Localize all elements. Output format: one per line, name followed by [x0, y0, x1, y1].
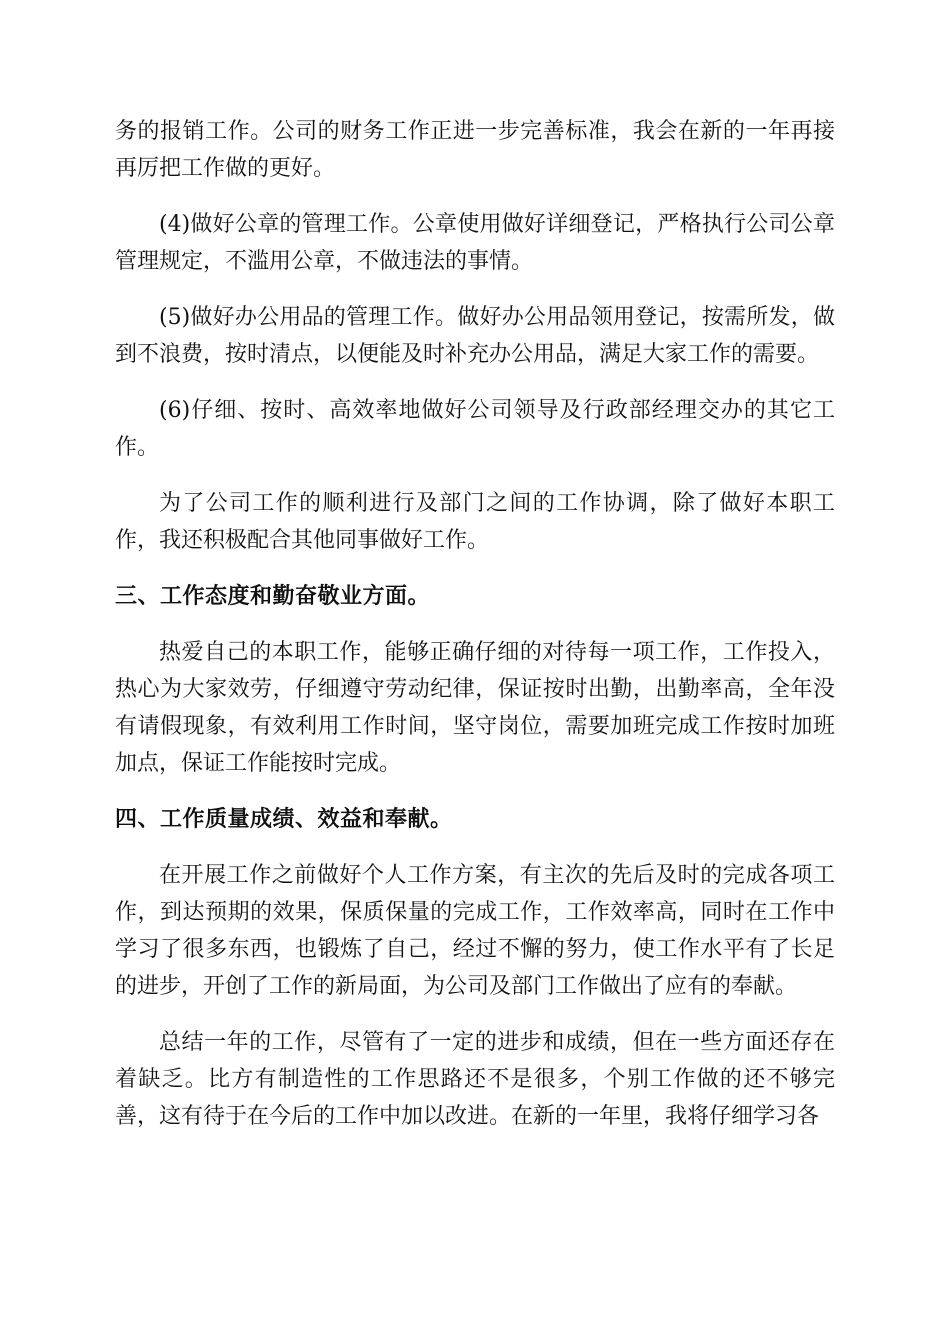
paragraph-reimbursement-continued: 务的报销工作。公司的财务工作正进一步完善标准，我会在新的一年再接再厉把工作做的更好。: [115, 119, 835, 181]
paragraph-year-summary: 总结一年的工作，尽管有了一定的进步和成绩，但在一些方面还存在着缺乏。比方有制造性的工作思路还不是很多，个别工作做的还不够完善，这有待于在今后的工作中加以改进。在新的一年里，我将仔细学习各: [115, 1030, 835, 1129]
paragraph-cooperation: 为了公司工作的顺利进行及部门之间的工作协调，除了做好本职工作，我还积极配合其他同事做好工作。: [115, 491, 835, 553]
paragraph-assigned-tasks: (6)仔细、按时、高效率地做好公司领导及行政部经理交办的其它工作。: [115, 398, 835, 460]
paragraph-office-supplies: (5)做好办公用品的管理工作。做好办公用品领用登记，按需所发，做到不浪费，按时清点，以便能及时补充办公用品，满足大家工作的需要。: [115, 305, 835, 367]
paragraph-work-attitude: 热爱自己的本职工作，能够正确仔细的对待每一项工作，工作投入，热心为大家效劳，仔细遵守劳动纪律，保证按时出勤，出勤率高，全年没有请假现象，有效利用工作时间，坚守岗位，需要加班完成工作按时加班加点，保证工作能按时完成。: [115, 640, 835, 776]
paragraph-seal-management: (4)做好公章的管理工作。公章使用做好详细登记，严格执行公司公章管理规定，不滥用公章，不做违法的事情。: [115, 212, 835, 274]
section-heading-quality: 四、工作质量成绩、效益和奉献。: [115, 807, 453, 832]
paragraph-work-quality: 在开展工作之前做好个人工作方案，有主次的先后及时的完成各项工作，到达预期的效果，保质保量的完成工作，工作效率高，同时在工作中学习了很多东西，也锻炼了自己，经过不懈的努力，使工作水平有了长足的进步，开创了工作的新局面，为公司及部门工作做出了应有的奉献。: [115, 863, 835, 999]
section-heading-attitude: 三、工作态度和勤奋敬业方面。: [115, 584, 431, 609]
document-page: [115, 113, 835, 1154]
